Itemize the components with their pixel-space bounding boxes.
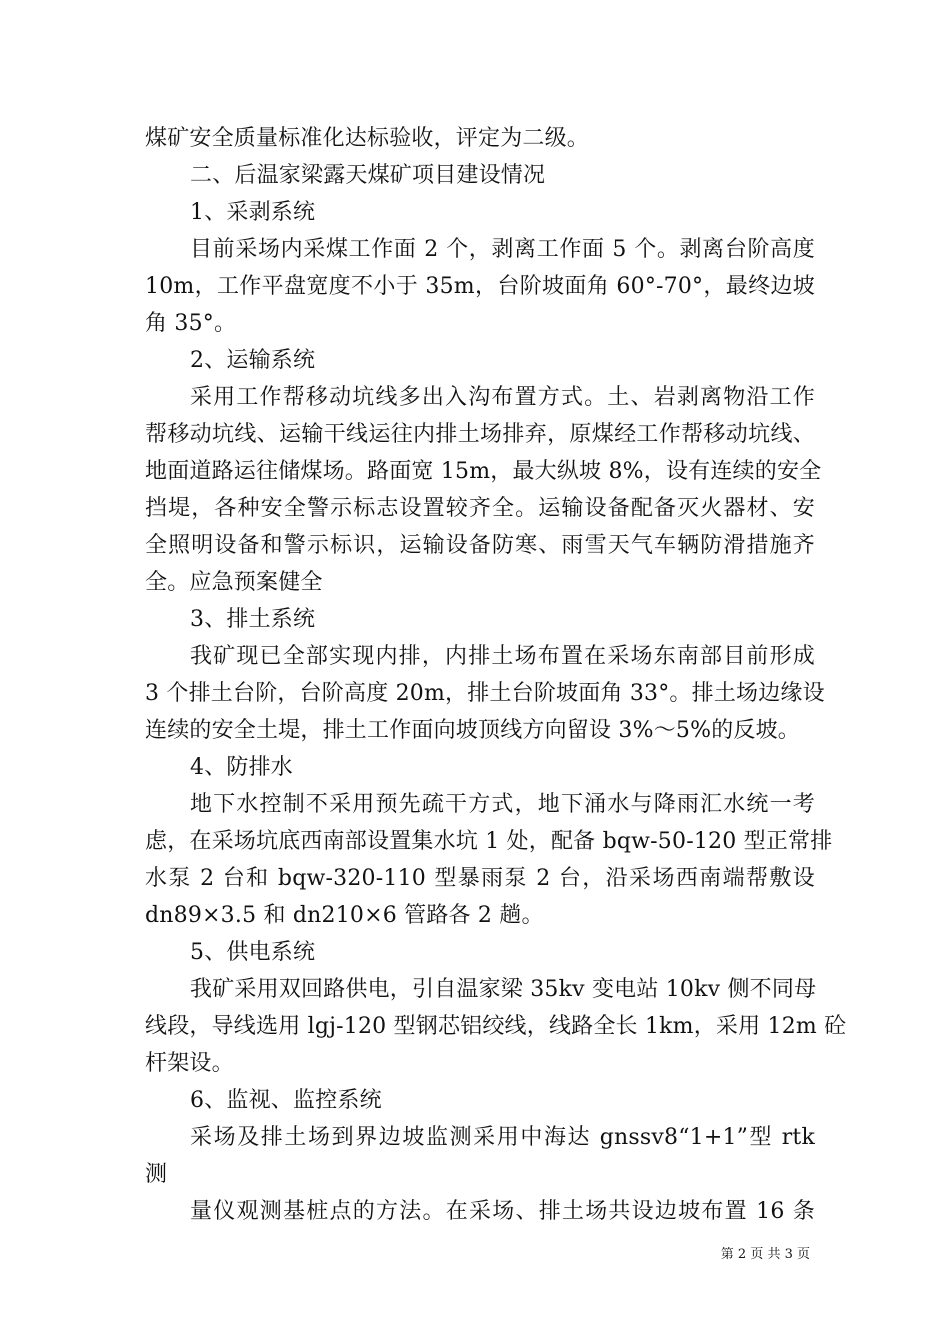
text-line: 挡堤，各种安全警示标志设置较齐全。运输设备配备灭火器材、安 (145, 496, 815, 521)
text-line: 10m，工作平盘宽度不小于 35m，台阶坡面角 60°-70°，最终边坡 (145, 274, 815, 299)
text-line: 目前采场内采煤工作面 2 个，剥离工作面 5 个。剥离台阶高度 (190, 237, 815, 262)
subsection-heading: 6、监视、监控系统 (190, 1088, 382, 1113)
text-line: 帮移动坑线、运输干线运往内排土场排弃，原煤经工作帮移动坑线、 (145, 422, 815, 447)
text-line: 量仪观测基桩点的方法。在采场、排土场共设边坡布置 16 条 (190, 1199, 815, 1224)
subsection-heading: 5、供电系统 (190, 940, 316, 965)
text-line: 虑，在采场坑底西南部设置集水坑 1 处，配备 bqw-50-120 型正常排 (145, 829, 833, 854)
text-line: 角 35°。 (145, 311, 237, 336)
text-line: 采用工作帮移动坑线多出入沟布置方式。土、岩剥离物沿工作 (190, 385, 815, 410)
text-line: dn89×3.5 和 dn210×6 管路各 2 趟。 (145, 903, 544, 928)
text-line: 地面道路运往储煤场。路面宽 15m，最大纵坡 8%，设有连续的安全 (145, 459, 822, 484)
text-line: 3 个排土台阶，台阶高度 20m，排土台阶坡面角 33°。排土场边缘设 (145, 681, 825, 706)
subsection-heading: 1、采剥系统 (190, 200, 316, 225)
text-line: 线段，导线选用 lgj-120 型钢芯铝绞线，线路全长 1km，采用 12m 砼 (145, 1014, 847, 1039)
text-line: 水泵 2 台和 bqw-320-110 型暴雨泵 2 台，沿采场西南端帮敷设 (145, 866, 815, 891)
text-line: 地下水控制不采用预先疏干方式，地下涌水与降雨汇水统一考 (190, 792, 815, 817)
text-line: 测 (145, 1162, 168, 1187)
subsection-heading: 4、防排水 (190, 755, 293, 780)
text-line: 全照明设备和警示标识，运输设备防寒、雨雪天气车辆防滑措施齐 (145, 533, 815, 558)
text-line: 我矿采用双回路供电，引自温家梁 35kv 变电站 10kv 侧不同母 (190, 977, 817, 1002)
text-line: 采场及排土场到界边坡监测采用中海达 gnssv8“1+1”型 rtk (190, 1125, 815, 1150)
text-line: 煤矿安全质量标准化达标验收，评定为二级。 (145, 126, 590, 151)
page-number-footer: 第 2 页 共 3 页 (720, 1247, 810, 1262)
subsection-heading: 2、运输系统 (190, 348, 316, 373)
section-heading: 二、后温家梁露天煤矿项目建设情况 (190, 163, 546, 188)
text-line: 我矿现已全部实现内排，内排土场布置在采场东南部目前形成 (190, 644, 815, 669)
subsection-heading: 3、排土系统 (190, 607, 316, 632)
text-line: 全。应急预案健全 (145, 570, 323, 595)
text-line: 杆架设。 (145, 1051, 234, 1076)
text-line: 连续的安全土堤，排土工作面向坡顶线方向留设 3%～5%的反坡。 (145, 718, 800, 743)
